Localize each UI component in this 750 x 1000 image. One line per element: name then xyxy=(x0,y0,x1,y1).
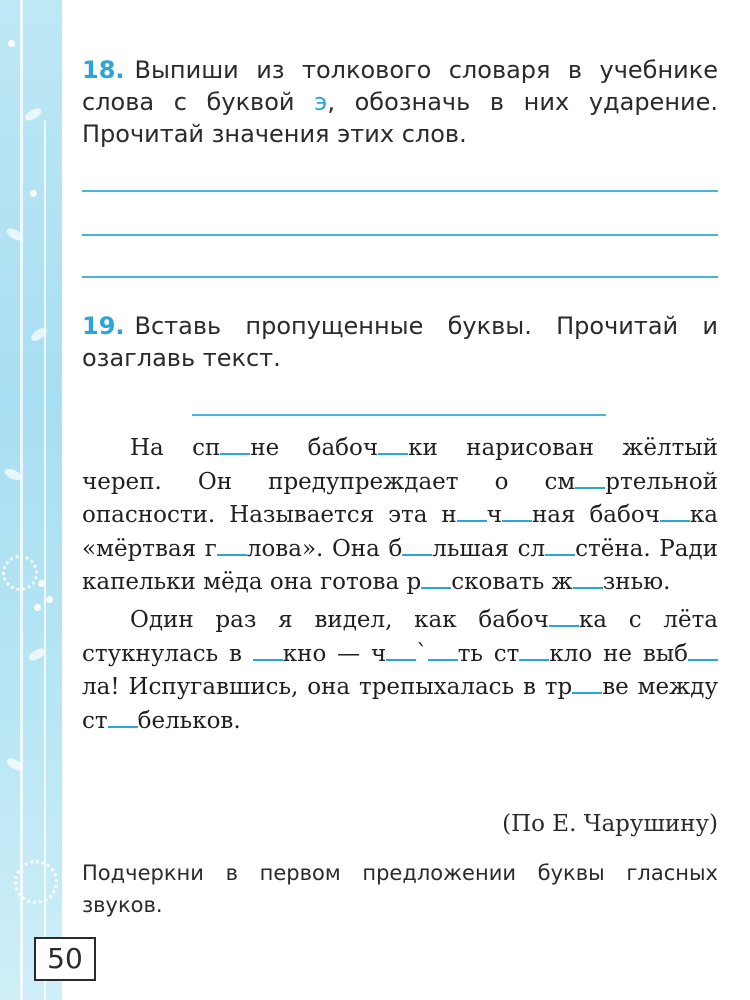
missing-letter-gap[interactable] xyxy=(378,435,408,455)
task-18-text-b: , обозначь в них ударение. Прочитай значения этих слов. xyxy=(82,88,719,148)
answer-line-3[interactable] xyxy=(82,276,718,278)
story-paragraph-2 xyxy=(82,604,718,738)
answer-line-2[interactable] xyxy=(82,234,718,236)
story-fragment: ` xyxy=(416,640,428,667)
story-fragment: кло не выб xyxy=(549,640,688,667)
instruction-text: Подчеркни в первом предложении буквы гласных звуков. xyxy=(82,861,718,917)
story-credit: (По Е. Чарушину) xyxy=(502,811,718,837)
missing-letter-gap[interactable] xyxy=(217,536,247,556)
story-text xyxy=(82,432,718,738)
story-fragment: сковать ж xyxy=(451,569,573,596)
story-fragment: ла! Испугавшись, она трепыхалась в тр xyxy=(82,674,573,701)
story-fragment: стёна. Ради капельки мёда она готова р xyxy=(82,535,718,596)
task-18-text-a: Выпиши из толкового словаря в учебнике слова с буквой xyxy=(82,56,718,116)
task-18-number: 18. xyxy=(82,56,125,84)
missing-letter-gap[interactable] xyxy=(457,502,487,522)
missing-letter-gap[interactable] xyxy=(545,536,575,556)
task-19-text: Вставь пропущенные буквы. Прочитай и озаглавь текст. xyxy=(82,312,718,372)
missing-letter-gap[interactable] xyxy=(220,435,250,455)
task-19 xyxy=(82,310,718,374)
story-fragment: кно — ч xyxy=(282,640,387,667)
missing-letter-gap[interactable] xyxy=(572,674,602,694)
story-fragment: не бабоч xyxy=(250,435,379,461)
task-19-number: 19. xyxy=(82,312,125,340)
task-18 xyxy=(82,54,718,150)
story-fragment: бельков. xyxy=(137,707,241,734)
story-fragment: знью. xyxy=(602,569,671,596)
missing-letter-gap[interactable] xyxy=(108,708,138,728)
story-fragment: ве между ст xyxy=(82,674,718,734)
missing-letter-gap[interactable] xyxy=(428,641,458,661)
missing-letter-gap[interactable] xyxy=(575,469,605,489)
story-title-line[interactable] xyxy=(192,414,606,416)
missing-letter-gap[interactable] xyxy=(402,536,432,556)
story-fragment: Один раз я видел, как бабоч xyxy=(130,606,549,633)
story-fragment: лова». Она б xyxy=(246,535,403,562)
story-fragment: льшая сл xyxy=(432,535,546,562)
story-fragment: ртельной опасности. Называется эта н xyxy=(82,468,718,529)
missing-letter-gap[interactable] xyxy=(549,607,579,627)
missing-letter-gap[interactable] xyxy=(660,502,690,522)
missing-letter-gap[interactable] xyxy=(386,641,416,661)
missing-letter-gap[interactable] xyxy=(519,641,549,661)
story-paragraph-1 xyxy=(82,432,718,600)
story-fragment: ть ст xyxy=(457,640,520,667)
decorative-floral-band xyxy=(0,0,62,1000)
story-fragment: ка с лёта стукнулась в xyxy=(82,606,719,667)
story-fragment: ка «мёртвая г xyxy=(82,502,718,562)
story-fragment: На сп xyxy=(130,435,221,461)
story-fragment: ная бабоч xyxy=(531,502,660,529)
missing-letter-gap[interactable] xyxy=(253,641,283,661)
missing-letter-gap[interactable] xyxy=(502,502,532,522)
answer-line-1[interactable] xyxy=(82,190,718,192)
story-fragment: ч xyxy=(486,502,502,529)
missing-letter-gap[interactable] xyxy=(421,569,451,589)
missing-letter-gap[interactable] xyxy=(688,641,718,661)
task-18-letter: э xyxy=(314,88,328,116)
story-fragment: ки нарисован жёлтый череп. Он предупреждает о см xyxy=(82,435,719,495)
page-number: 50 xyxy=(34,937,96,981)
missing-letter-gap[interactable] xyxy=(573,569,603,589)
